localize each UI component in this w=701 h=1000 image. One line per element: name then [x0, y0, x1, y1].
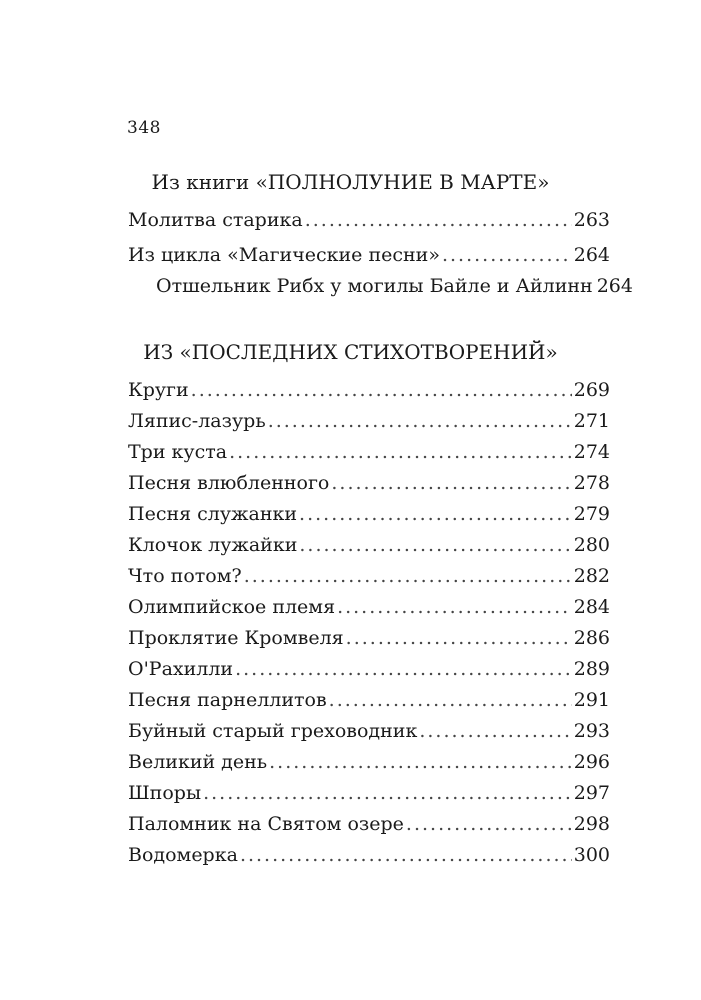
toc-entry[interactable]	[128, 809, 610, 840]
toc-entry-title: Шпоры	[128, 782, 202, 804]
toc-entry-page: 296	[573, 751, 610, 773]
toc-entry-title: Отшельник Рибх у могилы Байле и Айлинн	[156, 275, 593, 297]
toc-entry-page: 284	[573, 596, 610, 618]
toc-entry-page: 279	[573, 503, 610, 525]
toc-entry[interactable]	[128, 778, 610, 809]
toc-entry-title: Из цикла «Магические песни»	[128, 244, 440, 266]
toc-entry-page: 274	[573, 441, 610, 463]
toc-entry[interactable]	[128, 205, 610, 236]
toc-leader-dots	[419, 716, 571, 747]
page-number: 348	[127, 118, 161, 138]
toc-entry-title: Проклятие Кромвеля	[128, 627, 344, 649]
toc-entry-page: 298	[573, 813, 610, 835]
toc-leader-dots	[244, 561, 572, 592]
toc-leader-dots	[299, 530, 571, 561]
toc-entry[interactable]	[128, 747, 610, 778]
toc-leader-dots	[305, 205, 572, 236]
toc-entry-title: Круги	[128, 379, 189, 401]
toc-entry-page: 297	[573, 782, 610, 804]
toc-leader-dots	[331, 468, 571, 499]
toc-entry[interactable]	[128, 437, 610, 468]
toc-leader-dots	[235, 654, 572, 685]
toc-list-full-moon	[128, 205, 633, 302]
toc-entry[interactable]	[128, 271, 633, 302]
toc-leader-dots	[346, 623, 572, 654]
toc-entry-page: 280	[573, 534, 610, 556]
toc-entry[interactable]	[128, 623, 610, 654]
toc-entry[interactable]	[128, 840, 610, 871]
toc-entry-page: 264	[573, 244, 610, 266]
toc-leader-dots	[191, 375, 572, 406]
toc-entry[interactable]	[128, 592, 610, 623]
toc-entry-page: 271	[573, 410, 610, 432]
toc-entry[interactable]	[128, 716, 610, 747]
toc-leader-dots	[268, 406, 572, 437]
toc-entry-title: Буйный старый греховодник	[128, 720, 418, 742]
toc-entry-page: 269	[573, 379, 610, 401]
toc-entry-title: Водомерка	[128, 844, 238, 866]
toc-leader-dots	[406, 809, 572, 840]
toc-entry-title: Песня влюбленного	[128, 472, 330, 494]
toc-entry-page: 293	[573, 720, 610, 742]
toc-entry-title: Молитва старика	[128, 209, 303, 231]
toc-entry-page: 291	[573, 689, 610, 711]
toc-entry[interactable]	[128, 561, 610, 592]
toc-entry-page: 282	[573, 565, 610, 587]
toc-entry-page: 263	[573, 209, 610, 231]
toc-list-last-poems	[128, 375, 610, 871]
toc-leader-dots	[240, 840, 572, 871]
toc-entry[interactable]	[128, 406, 610, 437]
toc-entry[interactable]	[128, 240, 610, 271]
toc-entry[interactable]	[128, 375, 610, 406]
toc-entry-page: 264	[596, 275, 633, 297]
toc-leader-dots	[299, 499, 572, 530]
toc-leader-dots	[269, 747, 572, 778]
toc-entry-title: О'Рахилли	[128, 658, 234, 680]
toc-entry[interactable]	[128, 654, 610, 685]
toc-leader-dots	[442, 240, 572, 271]
toc-leader-dots	[329, 685, 572, 716]
toc-entry-title: Паломник на Святом озере	[128, 813, 404, 835]
toc-entry[interactable]	[128, 468, 610, 499]
toc-entry-title: Песня служанки	[128, 503, 298, 525]
toc-leader-dots	[203, 778, 572, 809]
toc-entry-page: 289	[573, 658, 610, 680]
toc-entry-title: Песня парнеллитов	[128, 689, 327, 711]
toc-entry-title: Клочок лужайки	[128, 534, 298, 556]
toc-entry-title: Что потом?	[128, 565, 242, 587]
toc-entry-page: 286	[573, 627, 610, 649]
section-title-last-poems: ИЗ «ПОСЛЕДНИХ СТИХОТВОРЕНИЙ»	[143, 340, 558, 364]
section-title-full-moon: Из книги «ПОЛНОЛУНИЕ В МАРТЕ»	[151, 170, 550, 194]
toc-leader-dots	[229, 437, 572, 468]
toc-entry-title: Ляпис-лазурь	[128, 410, 266, 432]
toc-entry-title: Олимпийское племя	[128, 596, 336, 618]
toc-leader-dots	[337, 592, 572, 623]
toc-entry-title: Три куста	[128, 441, 228, 463]
toc-entry[interactable]	[128, 530, 610, 561]
toc-entry-page: 300	[573, 844, 610, 866]
toc-entry-title: Великий день	[128, 751, 268, 773]
toc-entry-page: 278	[573, 472, 610, 494]
toc-entry[interactable]	[128, 685, 610, 716]
toc-entry[interactable]	[128, 499, 610, 530]
